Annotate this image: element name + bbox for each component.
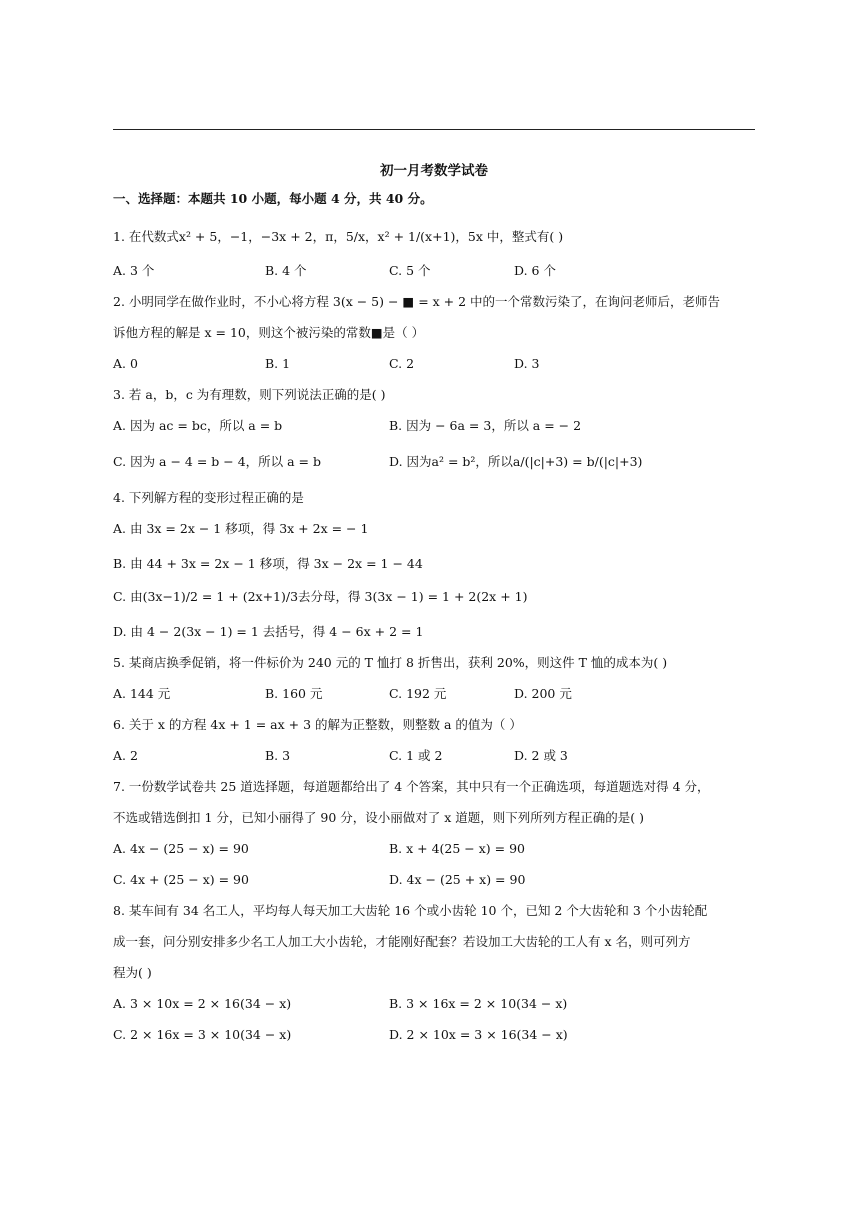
q8-option-c: C. 2 × 16x = 3 × 10(34 − x) (113, 1027, 292, 1042)
q2-option-d: D. 3 (514, 356, 540, 371)
q3-option-a: A. 因为 ac = bc，所以 a = b (113, 418, 283, 433)
q7-option-a: A. 4x − (25 − x) = 90 (113, 841, 249, 856)
header-rule (113, 129, 755, 130)
question-2-stem-line-1: 2. 小明同学在做作业时，不小心将方程 3(x − 5) − ■ = x + 2 中的一个常数污染了，在询问老师后，老师告 (113, 294, 721, 309)
question-4-stem: 4. 下列解方程的变形过程正确的是 (113, 490, 304, 505)
q3-option-d: D. 因为a² = b²，所以a/(|c|+3) = b/(|c|+3) (389, 454, 643, 469)
q8-option-b: B. 3 × 16x = 2 × 10(34 − x) (389, 996, 568, 1011)
q2-option-b: B. 1 (265, 356, 291, 371)
question-1-stem: 1. 在代数式x² + 5，−1，−3x + 2，π，5/x，x² + 1/(x+1)，5x 中，整式有( ) (113, 229, 564, 244)
question-8-stem-line-3: 程为( ) (113, 965, 152, 980)
q1-option-a: A. 3 个 (113, 263, 155, 278)
q6-option-d: D. 2 或 3 (514, 748, 568, 763)
q4-option-b: B. 由 44 + 3x = 2x − 1 移项，得 3x − 2x = 1 − 44 (113, 556, 423, 571)
q4-option-a: A. 由 3x = 2x − 1 移项，得 3x + 2x = − 1 (113, 521, 369, 536)
q6-option-c: C. 1 或 2 (389, 748, 443, 763)
q3-option-c: C. 因为 a − 4 = b − 4，所以 a = b (113, 454, 322, 469)
q6-option-a: A. 2 (113, 748, 138, 763)
question-8-stem-line-1: 8. 某车间有 34 名工人，平均每人每天加工大齿轮 16 个或小齿轮 10 个，已知 2 个大齿轮和 3 个小齿轮配 (113, 903, 708, 918)
q5-option-c: C. 192 元 (389, 686, 447, 701)
q5-option-a: A. 144 元 (113, 686, 171, 701)
q5-option-d: D. 200 元 (514, 686, 572, 701)
question-2-stem-line-2: 诉他方程的解是 x = 10，则这个被污染的常数■是（ ） (113, 325, 425, 340)
section-heading: 一、选择题：本题共 10 小题，每小题 4 分，共 40 分。 (113, 191, 433, 206)
q6-option-b: B. 3 (265, 748, 291, 763)
q4-option-d: D. 由 4 − 2(3x − 1) = 1 去括号，得 4 − 6x + 2 = 1 (113, 624, 424, 639)
question-8-stem-line-2: 成一套，问分别安排多少名工人加工大小齿轮，才能刚好配套？若设加工大齿轮的工人有 x 名，则可列方 (113, 934, 691, 949)
q7-option-c: C. 4x + (25 − x) = 90 (113, 872, 249, 887)
q1-option-b: B. 4 个 (265, 263, 307, 278)
question-7-stem-line-2: 不选或错选倒扣 1 分，已知小丽得了 90 分，设小丽做对了 x 道题，则下列所列方程正确的是( ) (113, 810, 644, 825)
q2-option-a: A. 0 (113, 356, 138, 371)
q8-option-a: A. 3 × 10x = 2 × 16(34 − x) (113, 996, 292, 1011)
q7-option-d: D. 4x − (25 + x) = 90 (389, 872, 526, 887)
q2-option-c: C. 2 (389, 356, 415, 371)
q3-option-b: B. 因为 − 6a = 3，所以 a = − 2 (389, 418, 582, 433)
q1-option-c: C. 5 个 (389, 263, 431, 278)
q8-option-d: D. 2 × 10x = 3 × 16(34 − x) (389, 1027, 568, 1042)
page-title: 初一月考数学试卷 (380, 163, 488, 179)
question-6-stem: 6. 关于 x 的方程 4x + 1 = ax + 3 的解为正整数，则整数 a 的值为（ ） (113, 717, 522, 732)
question-7-stem-line-1: 7. 一份数学试卷共 25 道选择题，每道题都给出了 4 个答案，其中只有一个正确选项，每道题选对得 4 分， (113, 779, 710, 794)
question-3-stem: 3. 若 a，b，c 为有理数，则下列说法正确的是( ) (113, 387, 386, 402)
q5-option-b: B. 160 元 (265, 686, 323, 701)
question-5-stem: 5. 某商店换季促销，将一件标价为 240 元的 T 恤打 8 折售出，获利 20%，则这件 T 恤的成本为( ) (113, 655, 668, 670)
q7-option-b: B. x + 4(25 − x) = 90 (389, 841, 526, 856)
q4-option-c: C. 由(3x−1)/2 = 1 + (2x+1)/3去分母，得 3(3x − 1) = 1 + 2(2x + 1) (113, 589, 528, 604)
q1-option-d: D. 6 个 (514, 263, 556, 278)
